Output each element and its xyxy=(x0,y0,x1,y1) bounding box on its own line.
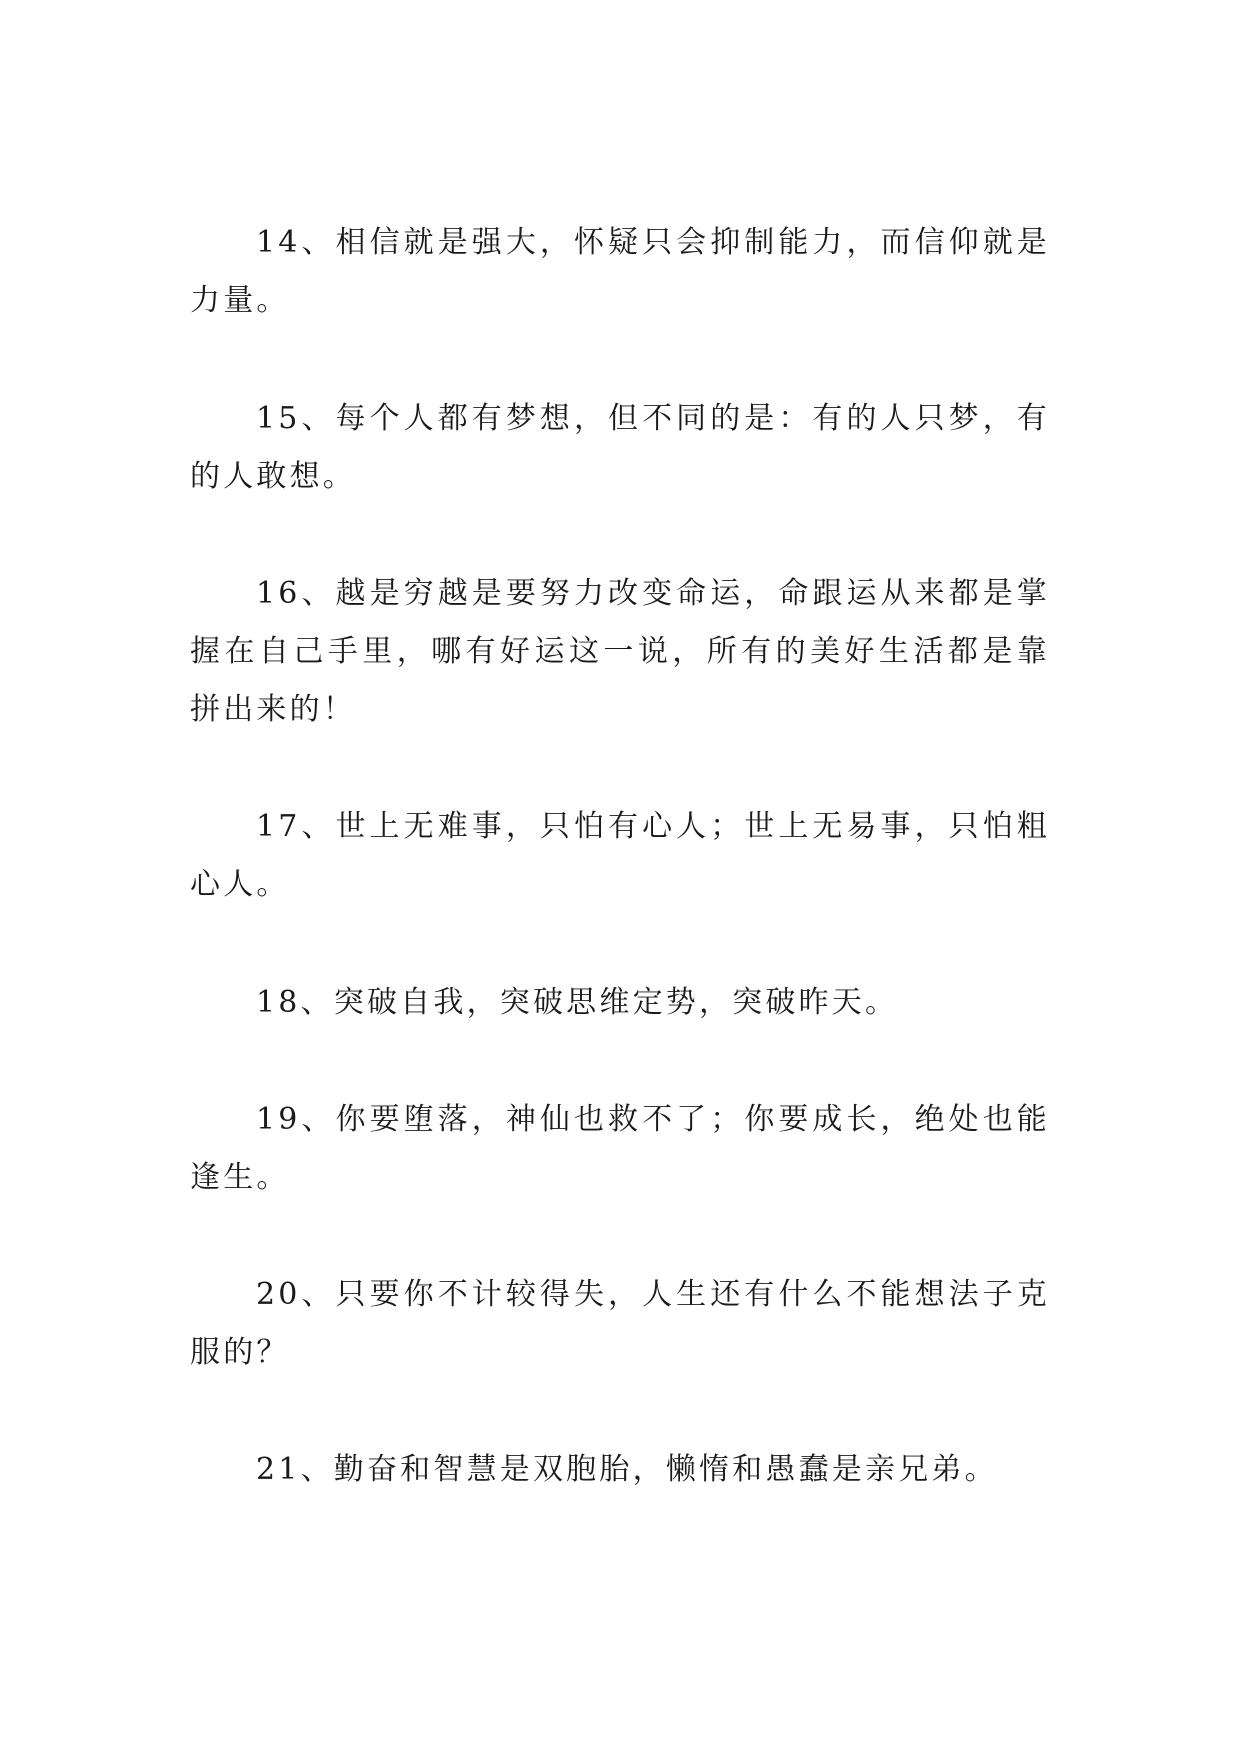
paragraph-18: 18、突破自我，突破思维定势，突破昨天。 xyxy=(256,985,899,1020)
paragraph-17: 17、世上无难事，只怕有心人；世上无易事，只怕粗心人。 xyxy=(190,809,1050,902)
paragraph-21: 21、勤奋和智慧是双胞胎，懒惰和愚蠢是亲兄弟。 xyxy=(256,1452,998,1487)
paragraph-19: 19、你要堕落，神仙也救不了；你要成长，绝处也能逢生。 xyxy=(190,1102,1050,1195)
paragraph-16: 16、越是穷越是要努力改变命运，命跟运从来都是掌握在自己手里，哪有好运这一说，所有的美好生活都是靠拼出来的！ xyxy=(190,576,1050,727)
paragraph-20: 20、只要你不计较得失，人生还有什么不能想法子克服的？ xyxy=(190,1277,1050,1370)
paragraph-15: 15、每个人都有梦想，但不同的是：有的人只梦，有的人敢想。 xyxy=(190,401,1050,494)
paragraph-14: 14、相信就是强大，怀疑只会抑制能力，而信仰就是力量。 xyxy=(190,225,1050,318)
